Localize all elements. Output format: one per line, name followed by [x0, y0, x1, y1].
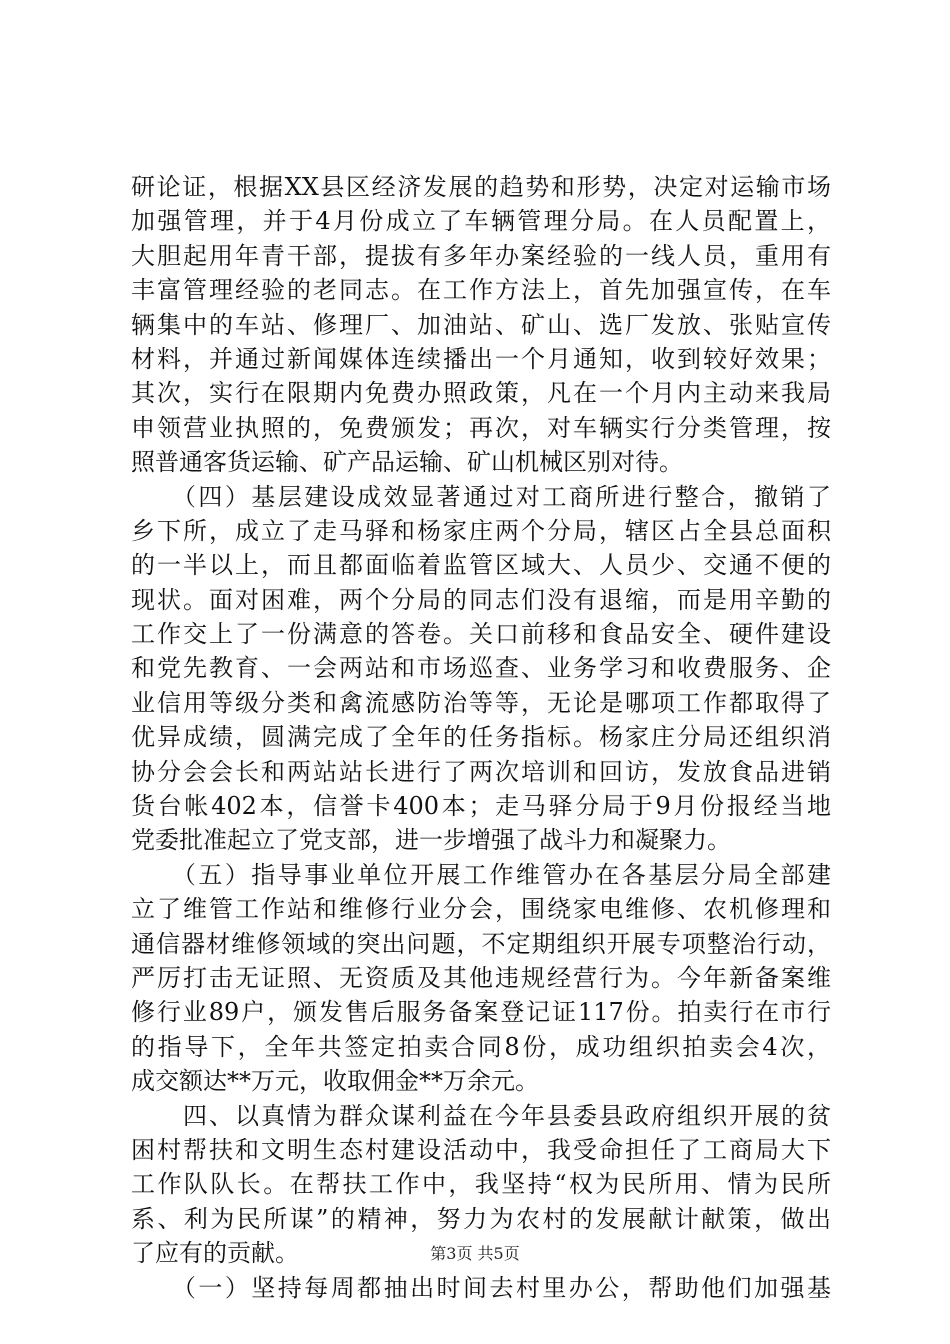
text-line: 其次，实行在限期内免费办照政策，凡在一个月内主动来我局: [131, 379, 831, 408]
text-line: 的一半以上，而且都面临着监管区域大、人员少、交通不便的: [131, 551, 831, 580]
document-body: [131, 170, 831, 1305]
text-line: 现状。面对困难，两个分局的同志们没有退缩，而是用辛勤的: [131, 585, 831, 614]
text-line: 加强管理，并于4月份成立了车辆管理分局。在人员配置上，: [131, 207, 831, 236]
text-line: 党委批准起立了党支部，进一步增强了战斗力和凝聚力。: [131, 826, 731, 855]
text-line: 通信器材维修领域的突出问题，不定期组织开展专项整治行动，: [131, 929, 831, 958]
text-line: 照普通客货运输、矿产品运输、矿山机械区别对待。: [131, 448, 683, 477]
text-line: 立了维管工作站和维修行业分会，围绕家电维修、农机修理和: [131, 895, 831, 924]
text-line: 和党先教育、一会两站和市场巡查、业务学习和收费服务、企: [131, 654, 831, 683]
text-line: 大胆起用年青干部，提拔有多年办案经验的一线人员，重用有: [131, 241, 831, 270]
text-line: 货台帐402本，信誉卡400本；走马驿分局于9月份报经当地: [131, 792, 831, 821]
text-line: （一）坚持每周都抽出时间去村里办公，帮助他们加强基: [131, 1273, 831, 1302]
text-line: 困村帮扶和文明生态村建设活动中，我受命担任了工商局大下: [131, 1135, 831, 1164]
text-line: 工作交上了一份满意的答卷。关口前移和食品安全、硬件建设: [131, 620, 831, 649]
text-line: 丰富管理经验的老同志。在工作方法上，首先加强宣传，在车: [131, 276, 831, 305]
page-footer: 第3页 共5页: [430, 1244, 520, 1263]
text-line: （五）指导事业单位开展工作维管办在各基层分局全部建: [131, 860, 831, 889]
text-line: 业信用等级分类和禽流感防治等等，无论是哪项工作都取得了: [131, 688, 831, 717]
text-line: 四、以真情为群众谋利益在今年县委县政府组织开展的贫: [131, 1101, 831, 1130]
text-line: 修行业89户，颁发售后服务备案登记证117份。拍卖行在市行: [131, 998, 831, 1027]
text-line: 优异成绩，圆满完成了全年的任务指标。杨家庄分局还组织消: [131, 723, 831, 752]
text-line: 的指导下，全年共签定拍卖合同8份，成功组织拍卖会4次，: [131, 1032, 831, 1061]
text-line: 成交额达**万元，收取佣金**万余元。: [131, 1067, 539, 1096]
text-line: 乡下所，成立了走马驿和杨家庄两个分局，辖区占全县总面积: [131, 516, 831, 545]
text-line: 系、利为民所谋”的精神，努力为农村的发展献计献策，做出: [131, 1204, 831, 1233]
text-line: 申领营业执照的，免费颁发；再次，对车辆实行分类管理，按: [131, 413, 831, 442]
text-line: 材料，并通过新闻媒体连续播出一个月通知，收到较好效果；: [131, 344, 831, 373]
text-line: 研论证，根据XX县区经济发展的趋势和形势，决定对运输市场: [131, 173, 831, 201]
text-line: 协分会会长和两站站长进行了两次培训和回访，发放食品进销: [131, 757, 831, 786]
text-line: 严厉打击无证照、无资质及其他违规经营行为。今年新备案维: [131, 963, 831, 992]
text-line: （四）基层建设成效显著通过对工商所进行整合，撤销了: [131, 482, 831, 511]
text-line: 了应有的贡献。: [131, 1239, 299, 1268]
text-line: 辆集中的车站、修理厂、加油站、矿山、选厂发放、张贴宣传: [131, 310, 831, 339]
text-line: 工作队队长。在帮扶工作中，我坚持“权为民所用、情为民所: [131, 1170, 831, 1199]
